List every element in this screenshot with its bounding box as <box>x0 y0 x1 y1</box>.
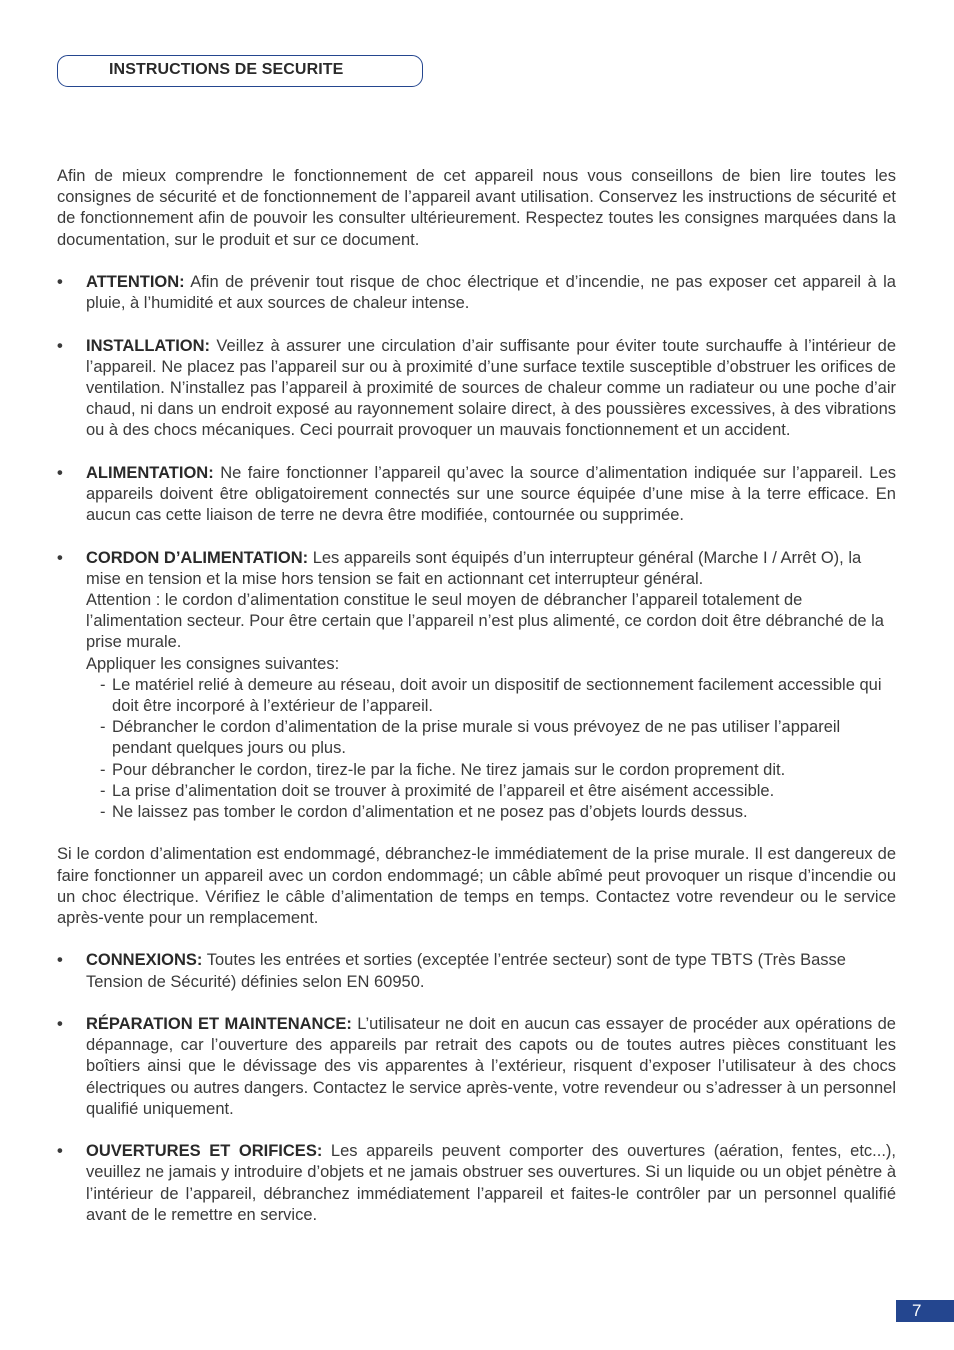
section-title: INSTRUCTIONS DE SECURITE <box>109 61 344 78</box>
reparation-label: RÉPARATION ET MAINTENANCE: <box>86 1015 352 1034</box>
bullet-marker: • <box>57 1142 63 1161</box>
bullet-marker: • <box>57 548 63 567</box>
bullet-reparation <box>57 1014 896 1120</box>
ouvertures-label: OUVERTURES ET ORIFICES: <box>86 1142 323 1161</box>
list-item: - La prise d’alimentation doit se trouver à proximité de l’appareil et être aisément accessible. <box>100 781 775 800</box>
bullet-installation <box>57 336 896 442</box>
document-body <box>57 166 896 1226</box>
bullet-cordon <box>57 548 896 824</box>
bullet-ouvertures <box>57 1141 896 1226</box>
page-number-badge <box>896 1300 954 1322</box>
bullet-alimentation <box>57 463 896 527</box>
bullet-marker: • <box>57 463 63 482</box>
cordon-label: CORDON D’ALIMENTATION: <box>86 548 309 567</box>
cordon-attention: Attention : le cordon d’alimentation constitue le seul moyen de débrancher l’appareil totalement de l’alimentation secteur. Pour être certain que l’appareil n’est plus alimenté, ce cordon doit être débranché de la prise murale. <box>86 591 884 652</box>
reparation-text: L’utilisateur ne doit en aucun cas essayer de procéder aux opérations de dépannage, car l’ouverture des appareils par retrait des capots ou de toutes autres pièces constituant les boîtiers ainsi que le dévissage des vis apparentes à l’extérieur, risquent d’exposer l’utilisateur à des chocs électriques ou autres dangers. Contactez le service après-vente, votre revendeur ou s’adresser à un personnel qualifié uniquement. <box>86 1015 896 1118</box>
connexions-label: CONNEXIONS: <box>86 951 203 970</box>
intro-paragraph: Afin de mieux comprendre le fonctionnement de cet appareil nous vous conseillons de bien lire toutes les consignes de sécurité et de fonctionnement de l’appareil avant utilisation. Conservez les instructions de sécurité et de fonctionnement afin de pouvoir les consulter ultérieurement. Respectez toutes les consignes marquées dans la documentation, sur le produit et sur ce document. <box>57 167 896 249</box>
damaged-cord-paragraph: Si le cordon d’alimentation est endommagé, débranchez-le immédiatement de la prise murale. Il est dangereux de faire fonctionner un appareil avec un cordon endommagé; un câble abîmé peut provoquer un risque d’incendie ou un choc électrique. Vérifiez le câble d’alimentation de temps en temps. Contactez votre revendeur ou le service après-vente pour un remplacement. <box>57 845 896 928</box>
bullet-marker: • <box>57 336 63 355</box>
cordon-appliquer: Appliquer les consignes suivantes: <box>86 654 340 673</box>
alimentation-label: ALIMENTATION: <box>86 463 214 482</box>
list-item: - Le matériel relié à demeure au réseau, doit avoir un dispositif de sectionnement facilement accessible qui doit être incorporé à l’extérieur de l’appareil. <box>100 675 882 716</box>
bullet-marker: • <box>57 951 63 970</box>
list-item: - Ne laissez pas tomber le cordon d’alimentation et ne posez pas d’objets lourds dessus. <box>100 803 748 822</box>
list-item: - Débrancher le cordon d’alimentation de la prise murale si vous prévoyez de ne pas utiliser l’appareil pendant quelques jours ou plus. <box>100 718 841 758</box>
cordon-text: Les appareils sont équipés d’un interrupteur général (Marche I / Arrêt O), la mise en tension et la mise hors tension se fait en actionnant cet interrupteur général. <box>86 548 862 588</box>
installation-label: INSTALLATION: <box>86 336 211 355</box>
page-number: 7 <box>912 1301 922 1320</box>
connexions-text: Toutes les entrées et sorties (exceptée l’entrée secteur) sont de type TBTS (Très Basse Tension de Sécurité) définies selon EN 60950. <box>86 951 846 991</box>
installation-text: Veillez à assurer une circulation d’air suffisante pour éviter toute surchauffe à l’intérieur de l’appareil. Ne placez pas l’appareil sur ou à proximité d’une surface textile susceptible d’obstruer les orifices de ventilation. N’installez pas l’appareil à proximité de sources de chaleur comme un radiateur ou une poche d’air chaud, ni dans un endroit exposé au rayonnement solaire direct, à des poussières excessives, à des vibrations ou à des chocs mécaniques. Ceci pourrait provoquer un mauvais fonctionnement et un accident. <box>86 336 896 440</box>
bullet-marker: • <box>57 273 63 291</box>
attention-text: Afin de prévenir tout risque de choc électrique et d’incendie, ne pas exposer cet appareil à la pluie, à l’humidité et aux sources de chaleur intense. <box>86 273 896 313</box>
bullet-marker: • <box>57 1015 63 1034</box>
alimentation-text: Ne faire fonctionner l’appareil qu’avec la source d’alimentation indiquée sur l’appareil. Les appareils doivent être obligatoirement connectés sur une source équipée d’une mise à la terre efficace. En aucun cas cette liaison de terre ne devra être modifiée, contournée ou supprimée. <box>86 463 896 525</box>
attention-label: ATTENTION: <box>86 273 185 291</box>
bullet-connexions <box>57 950 896 992</box>
section-header-tab <box>57 55 423 87</box>
bullet-attention <box>57 272 896 314</box>
ouvertures-text: Les appareils peuvent comporter des ouvertures (aération, fentes, etc...), veuillez ne jamais y introduire d’objets et ne jamais obstruer ses ouvertures. Si un liquide ou un objet pénètre à l’intérieur de l’appareil, débranchez immédiatement l’appareil et faites-le contrôler par un personnel qualifié avant de le remettre en service. <box>86 1142 896 1224</box>
cordon-instructions-list <box>86 675 896 823</box>
list-item: - Pour débrancher le cordon, tirez-le par la fiche. Ne tirez jamais sur le cordon proprement dit. <box>100 760 786 779</box>
